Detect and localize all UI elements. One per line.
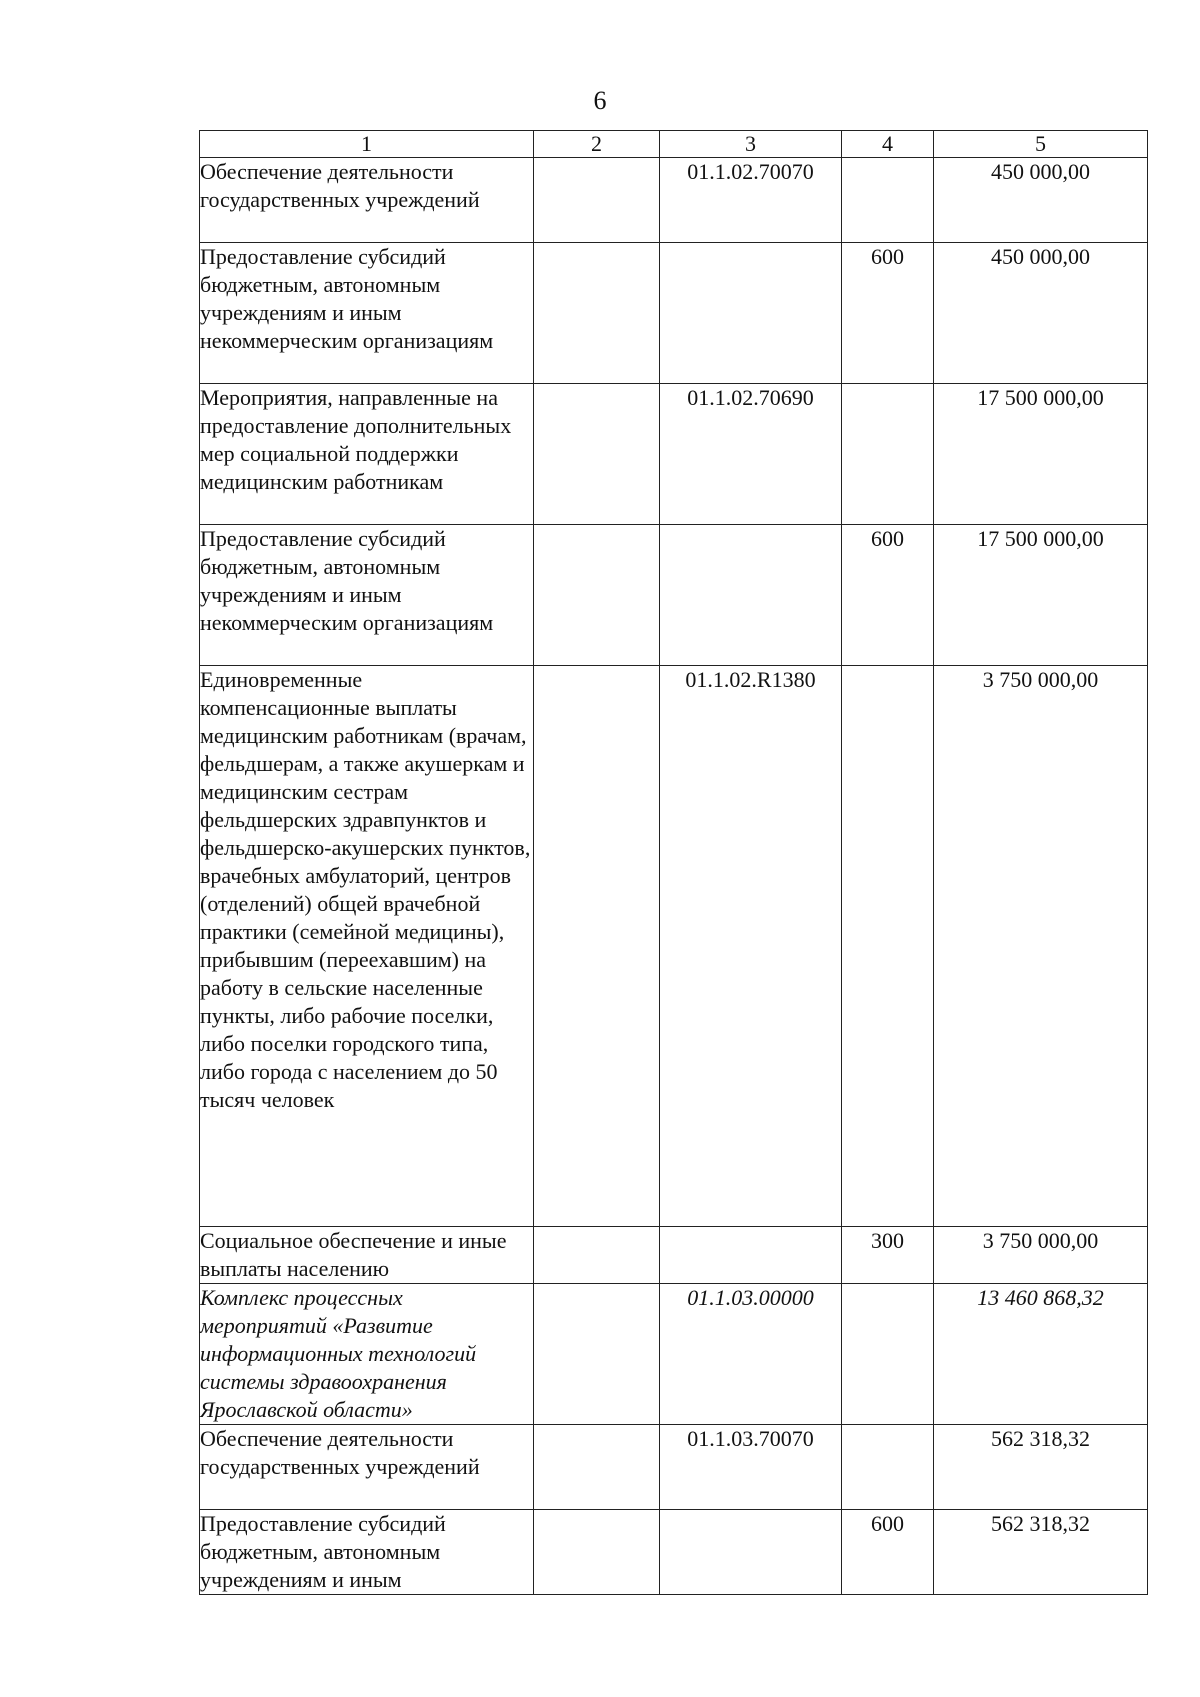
table-row <box>200 525 1148 666</box>
row-amount-cell: 562 318,32 <box>934 1510 1148 1595</box>
row-code-cell: 01.1.02.70690 <box>660 384 842 525</box>
row-type-cell: 600 <box>842 525 934 666</box>
row-col2-cell <box>534 158 660 243</box>
page-number: 6 <box>593 86 607 115</box>
row-name-cell: Предоставление субсидий бюджетным, автономным учреждениям и иным <box>200 1510 534 1595</box>
row-amount-cell: 562 318,32 <box>934 1425 1148 1510</box>
column-header-2: 2 <box>534 131 660 158</box>
row-code-cell <box>660 243 842 384</box>
row-amount-cell: 17 500 000,00 <box>934 384 1148 525</box>
row-col2-cell <box>534 243 660 384</box>
table-row <box>200 666 1148 1227</box>
header-row <box>200 131 1148 158</box>
row-type-cell: 600 <box>842 1510 934 1595</box>
row-type-cell <box>842 1284 934 1425</box>
column-header-5: 5 <box>934 131 1148 158</box>
row-type-cell <box>842 384 934 525</box>
row-name-cell: Предоставление субсидий бюджетным, автономным учреждениям и иным некоммерческим организациям <box>200 525 534 666</box>
row-name-cell: Социальное обеспечение и иные выплаты населению <box>200 1227 534 1284</box>
row-type-cell: 600 <box>842 243 934 384</box>
row-amount-cell: 450 000,00 <box>934 158 1148 243</box>
row-code-cell: 01.1.02.70070 <box>660 158 842 243</box>
budget-table <box>199 130 1148 1595</box>
column-header-1: 1 <box>200 131 534 158</box>
table-row <box>200 384 1148 525</box>
row-code-cell <box>660 525 842 666</box>
row-name-cell: Единовременные компенсационные выплаты медицинским работникам (врачам, фельдшерам, а также акушеркам и медицинским сестрам фельдшерских здравпунктов и фельдшерско-акушерских пунктов, врачебных амбулаторий, центров (отделений) общей врачебной практики (семейной медицины), прибывшим (переехавшим) на работу в сельские населенные пункты, либо рабочие поселки, либо поселки городского типа, либо города с населением до 50 тысяч человек <box>200 666 534 1227</box>
row-amount-cell: 3 750 000,00 <box>934 666 1148 1227</box>
table-row <box>200 1425 1148 1510</box>
table-row <box>200 1284 1148 1425</box>
column-header-3: 3 <box>660 131 842 158</box>
row-col2-cell <box>534 384 660 525</box>
row-code-cell <box>660 1510 842 1595</box>
row-col2-cell <box>534 525 660 666</box>
row-name-cell: Обеспечение деятельности государственных учреждений <box>200 1425 534 1510</box>
row-code-cell <box>660 1227 842 1284</box>
table-row <box>200 158 1148 243</box>
row-type-cell <box>842 158 934 243</box>
row-col2-cell <box>534 1284 660 1425</box>
row-col2-cell <box>534 1227 660 1284</box>
row-type-cell <box>842 1425 934 1510</box>
row-name-cell: Обеспечение деятельности государственных учреждений <box>200 158 534 243</box>
row-name-cell: Предоставление субсидий бюджетным, автономным учреждениям и иным некоммерческим организациям <box>200 243 534 384</box>
row-col2-cell <box>534 1425 660 1510</box>
row-code-cell: 01.1.03.00000 <box>660 1284 842 1425</box>
row-amount-cell: 17 500 000,00 <box>934 525 1148 666</box>
table-body <box>200 158 1148 1595</box>
row-name-cell: Комплекс процессных мероприятий «Развитие информационных технологий системы здравоохранения Ярославской области» <box>200 1284 534 1425</box>
row-amount-cell: 13 460 868,32 <box>934 1284 1148 1425</box>
row-code-cell: 01.1.02.R1380 <box>660 666 842 1227</box>
row-amount-cell: 450 000,00 <box>934 243 1148 384</box>
row-col2-cell <box>534 666 660 1227</box>
row-col2-cell <box>534 1510 660 1595</box>
table-row <box>200 1510 1148 1595</box>
table-row <box>200 1227 1148 1284</box>
row-type-cell: 300 <box>842 1227 934 1284</box>
row-name-cell: Мероприятия, направленные на предоставление дополнительных мер социальной поддержки медицинским работникам <box>200 384 534 525</box>
row-code-cell: 01.1.03.70070 <box>660 1425 842 1510</box>
row-type-cell <box>842 666 934 1227</box>
column-header-4: 4 <box>842 131 934 158</box>
row-amount-cell: 3 750 000,00 <box>934 1227 1148 1284</box>
table-row <box>200 243 1148 384</box>
